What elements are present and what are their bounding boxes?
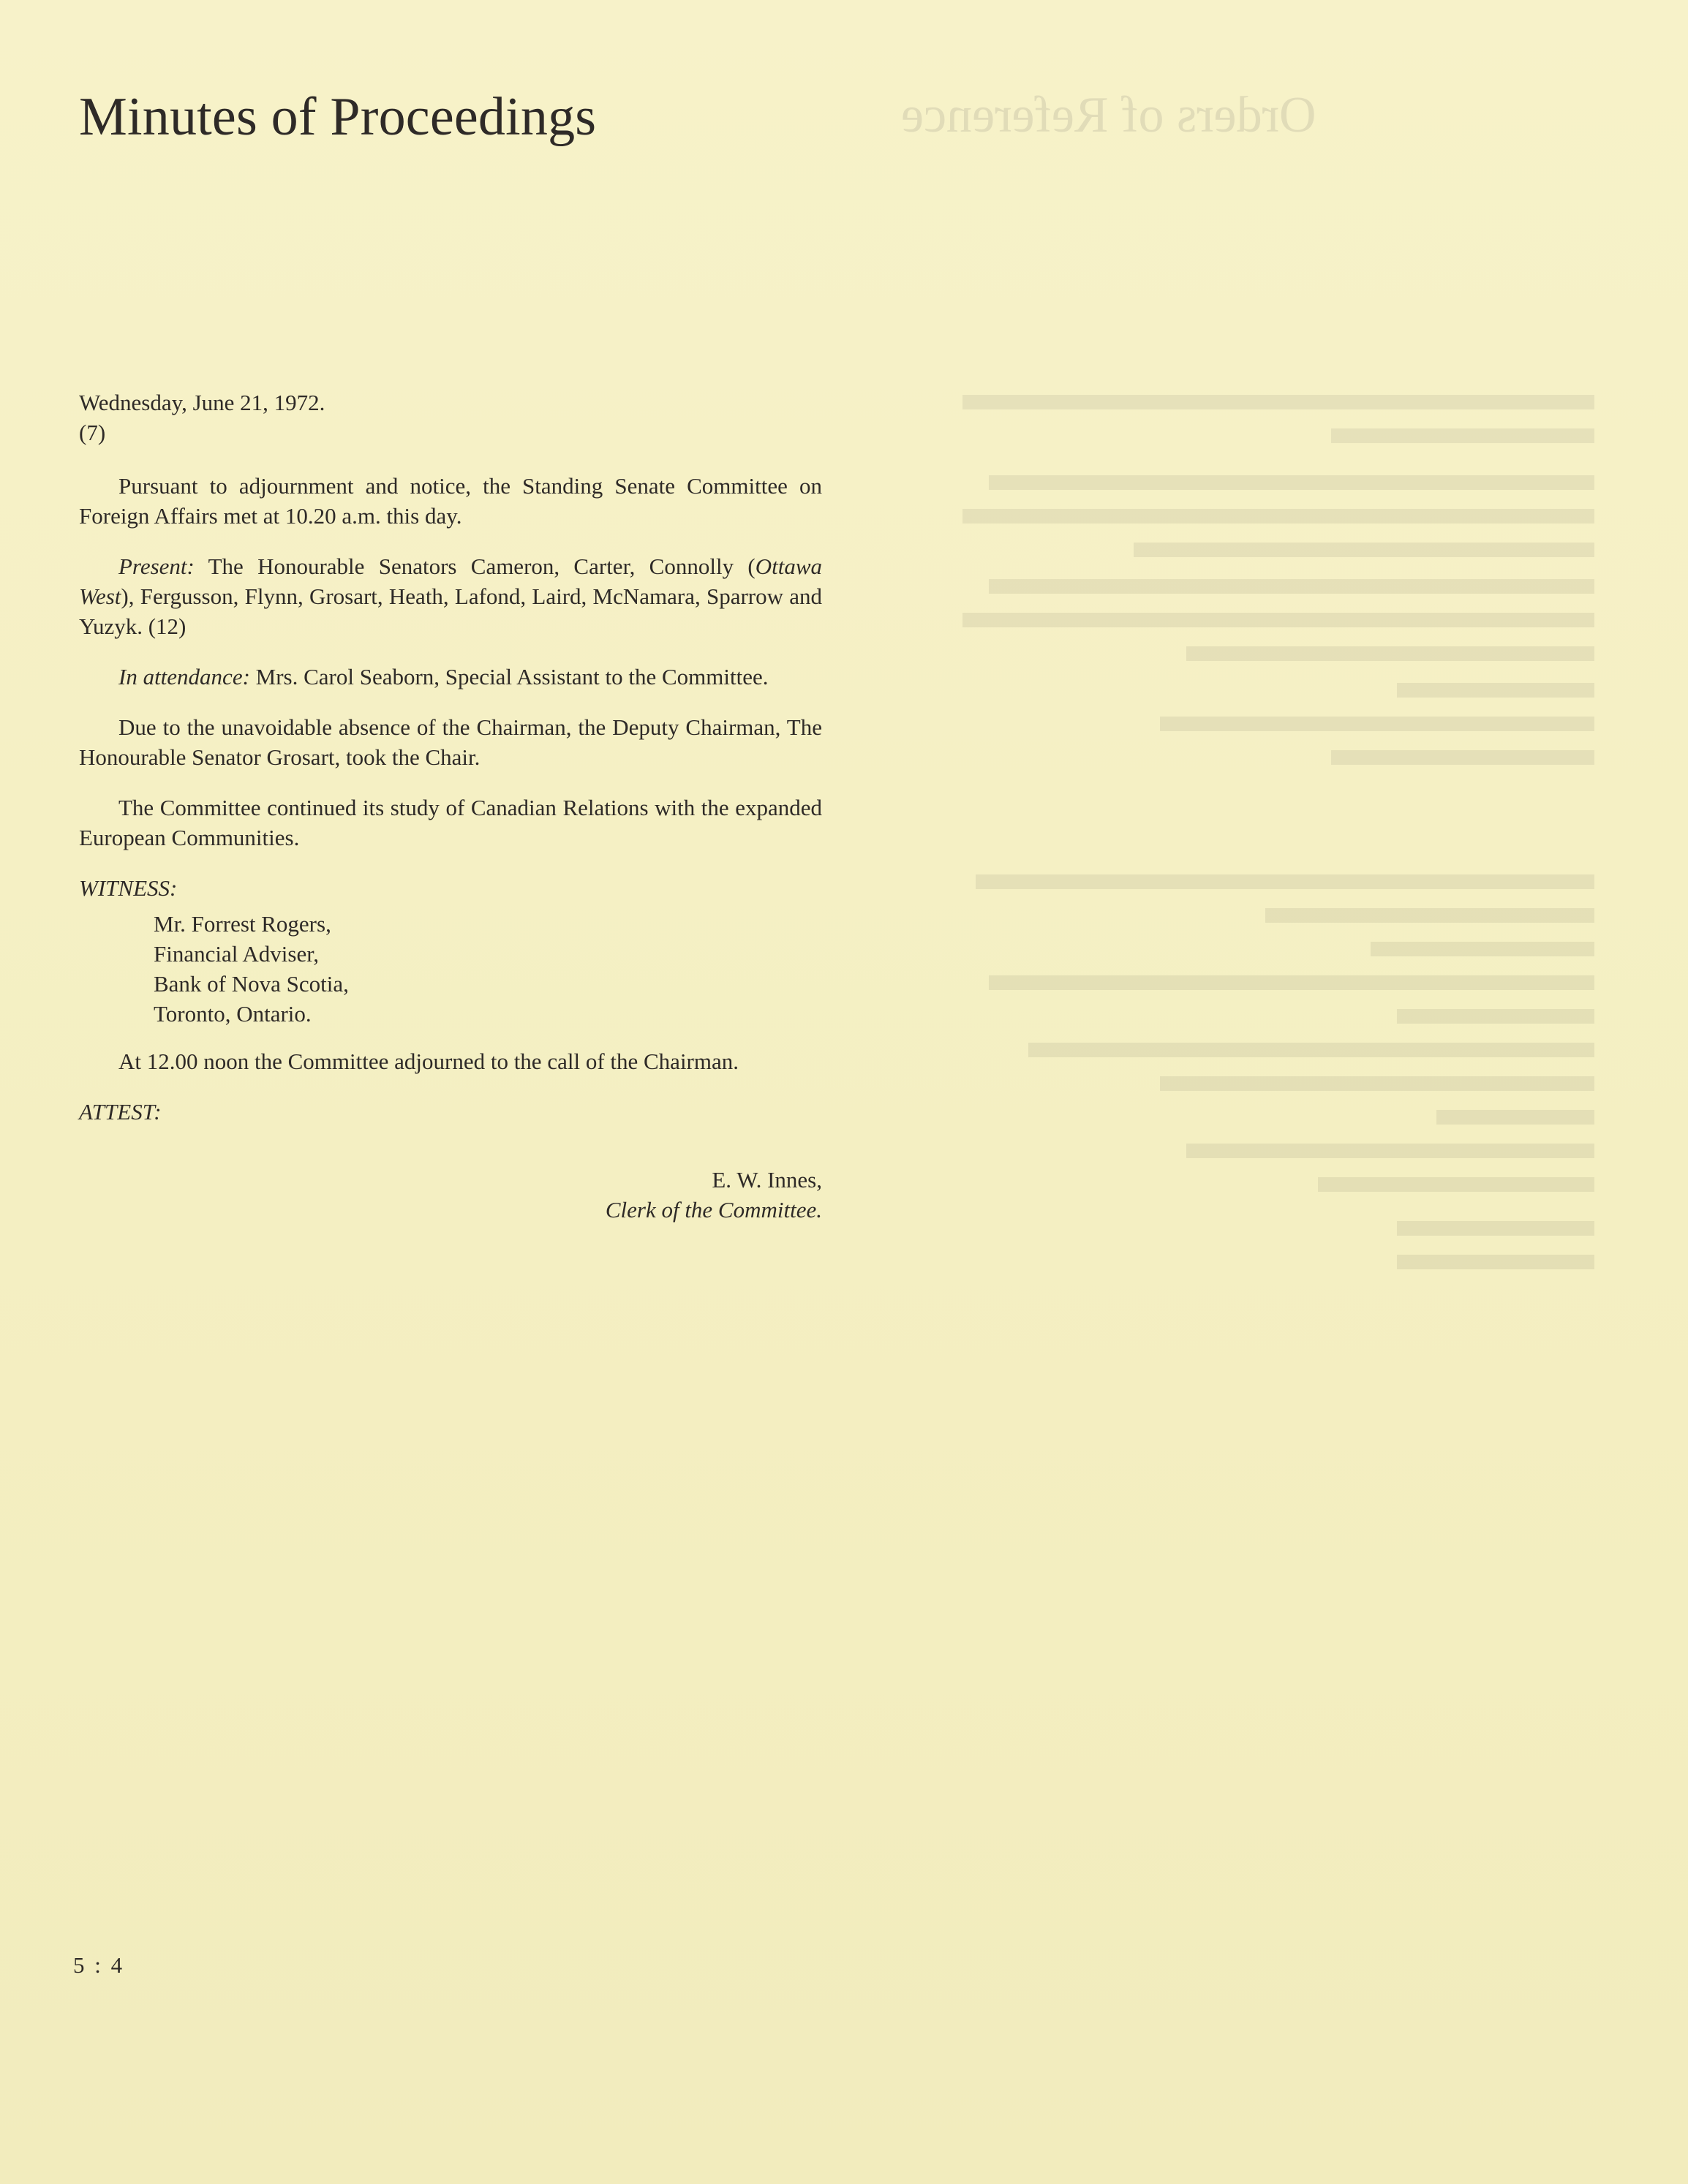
adjournment-paragraph: At 12.00 noon the Committee adjourned to the call of the Chairman. [118,1048,739,1074]
meeting-date: Wednesday, June 21, 1972. [79,390,325,415]
present-label: Present: [118,553,195,579]
sitting-number: (7) [79,420,106,445]
present-paragraph [79,551,822,641]
intro-paragraph: Pursuant to adjournment and notice, the Standing Senate Committee on Foreign Affairs met at 10.20 a.m. this day. [79,473,822,529]
chair-paragraph: Due to the unavoidable absence of the Chairman, the Deputy Chairman, The Honourable Senator Grosart, took the Chair. [79,714,822,770]
witness-line: Bank of Nova Scotia, [154,971,349,997]
page-title: Minutes of Proceedings [79,87,597,147]
witness-block [79,909,822,1029]
attendance-text: Mrs. Carol Seaborn, Special Assistant to the Committee. [249,664,769,689]
witness-line: Mr. Forrest Rogers, [154,911,331,937]
signature-role: Clerk of the Committee. [605,1197,822,1223]
bleed-through-title: Orders of Reference [901,87,1316,143]
bleed-through-reverse-page [819,0,1688,2184]
signature-name: E. W. Innes, [712,1167,822,1193]
witness-line: Financial Adviser, [154,941,320,967]
present-text-b: ), Fergusson, Flynn, Grosart, Heath, Lafond, Laird, McNamara, Sparrow and Yuzyk. (12) [79,583,822,639]
present-italic: Ottawa West [79,553,822,609]
bleed-through-text-lines [936,395,1594,1288]
signature-block [79,1165,822,1225]
present-text-a: The Honourable Senators Cameron, Carter, Connolly ( [194,553,756,579]
attendance-label: In attendance: [118,664,250,689]
witness-line: Toronto, Ontario. [154,1001,312,1027]
attendance-paragraph [79,662,822,692]
witness-label: WITNESS: [79,875,178,901]
study-paragraph: The Committee continued its study of Canadian Relations with the expanded European Communities. [79,795,822,850]
attest-label: ATTEST: [79,1099,162,1125]
minutes-body [79,388,822,1225]
page-folio: 5 : 4 [73,1952,125,1978]
